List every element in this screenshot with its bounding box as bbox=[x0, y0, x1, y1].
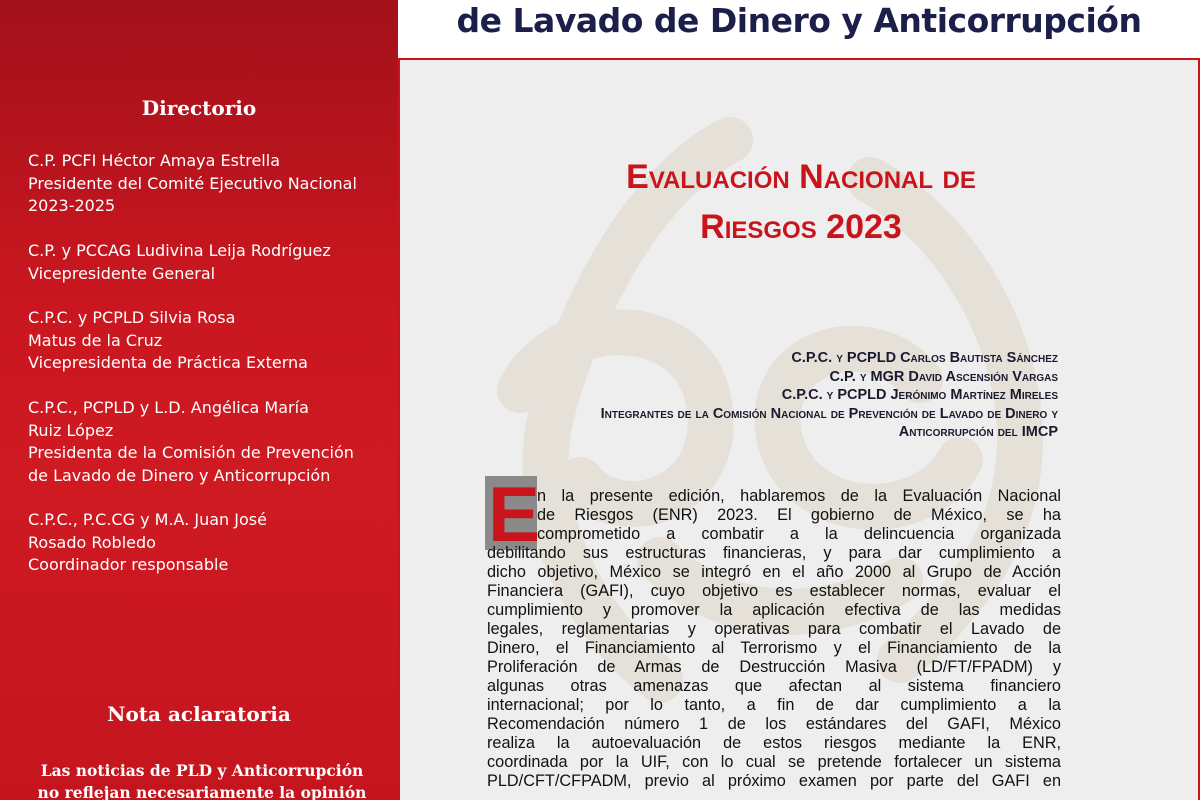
directory-entry bbox=[28, 397, 388, 487]
article-title-text: Evaluación Nacional de bbox=[626, 158, 976, 196]
header-title: de Lavado de Dinero y Anticorrupción bbox=[456, 1, 1142, 40]
article-title-line2 bbox=[400, 205, 1200, 249]
body-line: debilitando sus estructuras financieras, y para dar cumplimiento a bbox=[487, 544, 1061, 562]
note-line: Las noticias de PLD y Anticorrupción bbox=[40, 761, 364, 780]
header-banner bbox=[398, 0, 1200, 56]
body-line: PLD/CFT/CFPADM, previo al próximo examen por parte del GAFI en bbox=[487, 772, 1061, 790]
directory-line: Vicepresidente General bbox=[28, 263, 216, 283]
directory-line: Vicepresidenta de Práctica Externa bbox=[28, 353, 308, 372]
author-line: Anticorrupción del IMCP bbox=[898, 424, 1058, 440]
directory-line: C.P. y PCCAG Ludivina Leija Rodríguez bbox=[28, 241, 331, 260]
body-line: internacional; por lo tanto, a fin de dar cumplimiento a la bbox=[487, 696, 1061, 714]
directory-line: 2023-2025 bbox=[28, 196, 116, 215]
author-line: Integrantes de la Comisión Nacional de Prevención de Lavado de Dinero y bbox=[600, 405, 1058, 422]
article-panel bbox=[398, 58, 1200, 800]
body-line: coordinada por la UIF, con lo cual se pretende fortalecer un sistema bbox=[487, 753, 1061, 771]
author-line: C.P. y MGR David Ascensión Vargas bbox=[829, 368, 1058, 385]
directory-line: C.P.C. y PCPLD Silvia Rosa bbox=[28, 308, 236, 327]
directory-entry bbox=[28, 307, 388, 375]
body-line: Recomendación número 1 de los estándares del GAFI, México bbox=[487, 715, 1061, 733]
directory-line: Presidenta de la Comisión de Prevención bbox=[28, 443, 354, 462]
directory-line: Presidente del Comité Ejecutivo Nacional bbox=[28, 173, 357, 193]
note-line: no reflejan necesariamente la opinión bbox=[37, 783, 367, 800]
directory-line: C.P.C., P.C.CG y M.A. Juan José bbox=[28, 510, 267, 529]
directory-entry bbox=[28, 240, 388, 285]
body-line: n la presente edición, hablaremos de la Evaluación Nacional bbox=[537, 487, 1061, 505]
directory-entry bbox=[28, 150, 388, 218]
body-line: algunas otras amenazas que afectan al sistema financiero bbox=[487, 677, 1061, 695]
directory-heading: Directorio bbox=[141, 96, 257, 120]
note-text bbox=[28, 760, 376, 800]
article-body bbox=[487, 487, 1061, 791]
body-line: cumplimiento y promover la aplicación efectiva de las medidas bbox=[487, 601, 1061, 619]
authors-block bbox=[601, 349, 1058, 442]
sidebar bbox=[0, 0, 398, 800]
body-line: legales, reglamentarias y operativas para combatir el Lavado de bbox=[487, 620, 1061, 638]
directory-entry bbox=[28, 509, 388, 577]
directory-line: de Lavado de Dinero y Anticorrupción bbox=[28, 465, 331, 485]
directory-line: C.P. PCFI Héctor Amaya Estrella bbox=[28, 151, 280, 170]
body-line: de Riesgos (ENR) 2023. El gobierno de México, se ha bbox=[537, 506, 1061, 524]
directory-line: Ruiz López bbox=[28, 420, 114, 440]
directory-line: C.P.C., PCPLD y L.D. Angélica María bbox=[28, 398, 309, 417]
author-line: C.P.C. y PCPLD Jerónimo Martínez Mireles bbox=[781, 387, 1058, 403]
drop-cap-letter: E bbox=[488, 470, 541, 558]
author-line: C.P.C. y PCPLD Carlos Bautista Sánchez bbox=[791, 350, 1058, 366]
body-line: dicho objetivo, México se integró en el año 2000 al Grupo de Acción bbox=[487, 563, 1061, 581]
article-title-text: Riesgos 2023 bbox=[700, 208, 902, 246]
body-line: Proliferación de Armas de Destrucción Masiva (LD/FT/FPADM) y bbox=[487, 658, 1061, 676]
article-title-line1 bbox=[400, 155, 1200, 199]
directory-line: Matus de la Cruz bbox=[28, 330, 163, 350]
directory-line: Rosado Robledo bbox=[28, 532, 156, 552]
body-line: Dinero, el Financiamiento al Terrorismo y el Financiamiento de la bbox=[487, 639, 1061, 657]
directory-line: Coordinador responsable bbox=[28, 555, 229, 574]
body-line: comprometido a combatir a la delincuencia organizada bbox=[537, 525, 1061, 543]
note-heading: Nota aclaratoria bbox=[107, 702, 291, 726]
body-line: Financiera (GAFI), cuyo objetivo es establecer normas, evaluar el bbox=[487, 582, 1061, 600]
body-line: realiza la autoevaluación de estos riesgos mediante la ENR, bbox=[487, 734, 1061, 752]
